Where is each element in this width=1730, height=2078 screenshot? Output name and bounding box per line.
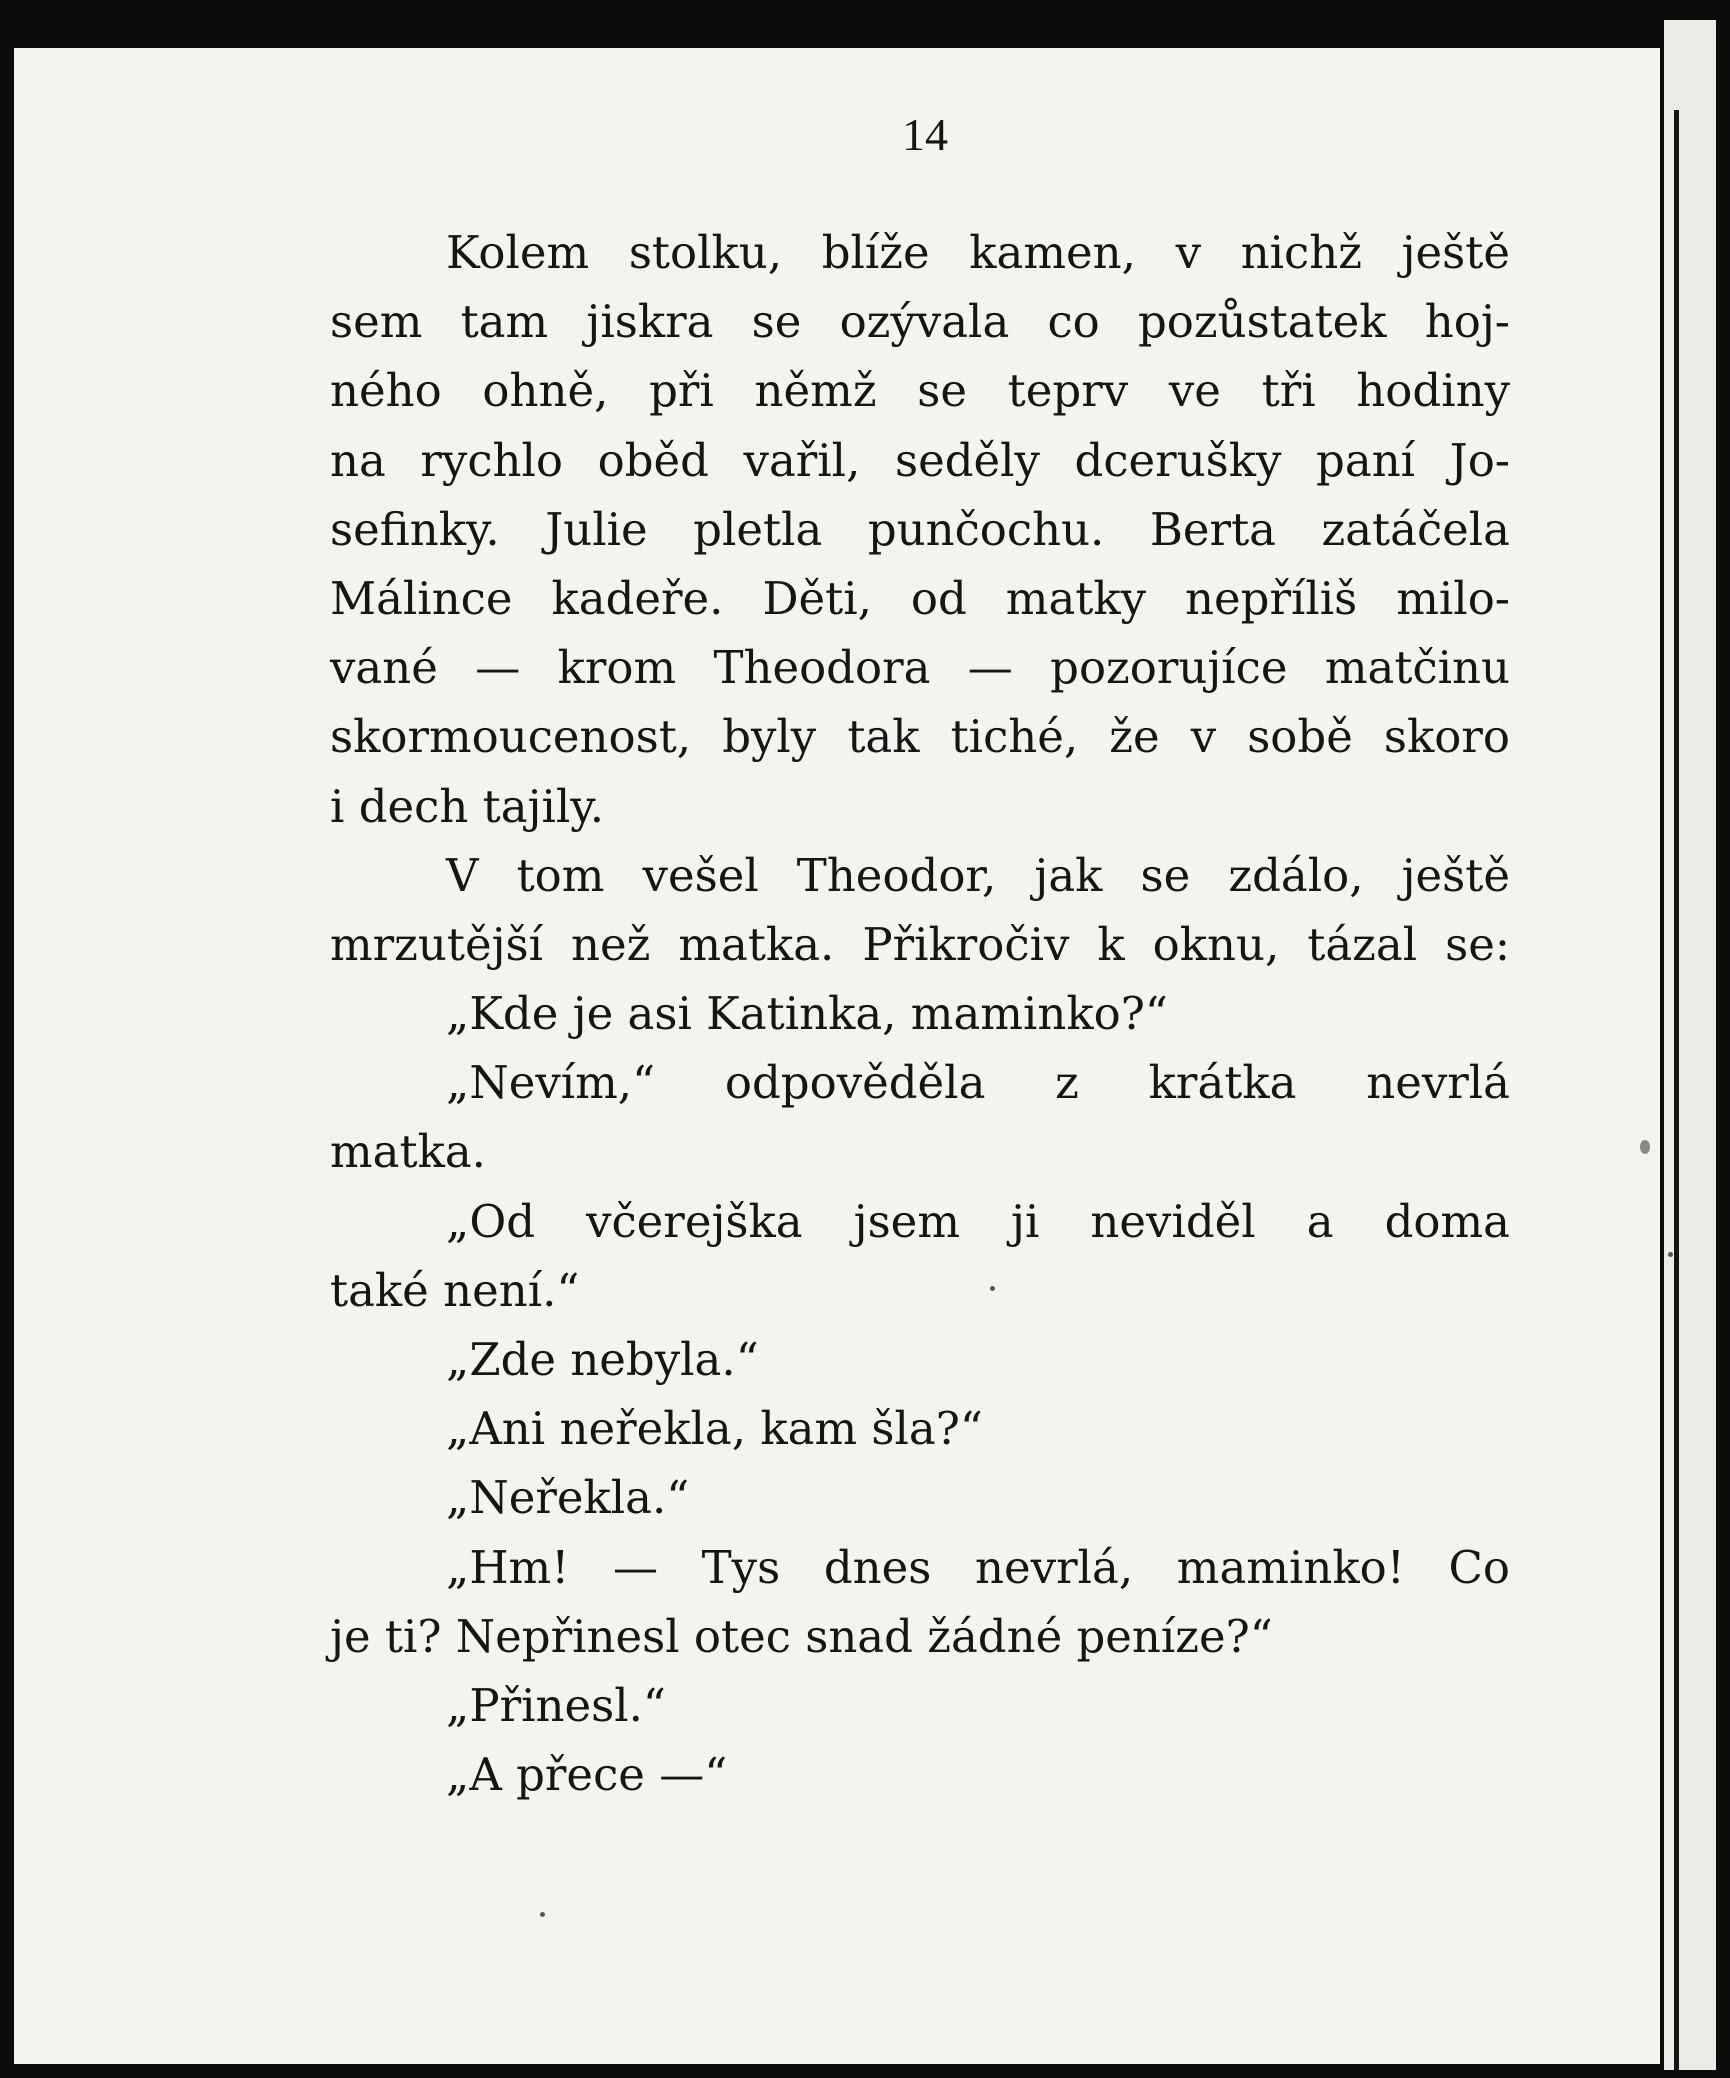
text-line: „Ani neřekla, kam šla?“ bbox=[446, 1402, 983, 1456]
page-number: 14 bbox=[902, 109, 948, 160]
text-line: matka. bbox=[330, 1125, 486, 1179]
text-line: sem tam jiskra se ozývala co pozůstatek hoj- bbox=[330, 295, 1510, 349]
text-line: skormoucenost, byly tak tiché, že v sobě skoro bbox=[330, 710, 1510, 764]
text-line: „Nevím,“ odpověděla z krátka nevrlá bbox=[446, 1056, 1510, 1110]
dust-speck bbox=[1640, 1140, 1650, 1154]
text-line: mrzutější než matka. Přikročiv k oknu, tázal se: bbox=[330, 917, 1510, 971]
text-line: „Hm! — Tys dnes nevrlá, maminko! Co bbox=[446, 1540, 1510, 1594]
text-line: také není.“ bbox=[330, 1263, 580, 1317]
text-line: vané — krom Theodora — pozorujíce matčinu bbox=[330, 641, 1510, 695]
text-line: je ti? Nepřinesl otec snad žádné peníze?“ bbox=[330, 1609, 1273, 1663]
text-line: „Neřekla.“ bbox=[446, 1471, 690, 1525]
text-line: na rychlo oběd vařil, seděly dcerušky paní Jo- bbox=[330, 433, 1510, 487]
body-text bbox=[330, 218, 1510, 1809]
text-line: sefinky. Julie pletla punčochu. Berta zatáčela bbox=[330, 502, 1510, 556]
dust-speck bbox=[1668, 1252, 1673, 1257]
text-line: „Přinesl.“ bbox=[446, 1678, 666, 1732]
text-line: „A přece —“ bbox=[446, 1748, 728, 1802]
text-line: Kolem stolku, blíže kamen, v nichž ještě bbox=[446, 226, 1510, 279]
book-spine-edge bbox=[1664, 20, 1716, 2070]
text-line: „Zde nebyla.“ bbox=[446, 1333, 759, 1386]
text-line: V tom vešel Theodor, jak se zdálo, ještě bbox=[446, 848, 1510, 902]
text-line: „Kde je asi Katinka, maminko?“ bbox=[446, 987, 1168, 1041]
dust-speck bbox=[540, 1912, 545, 1917]
text-line: Málince kadeře. Děti, od matky nepříliš milo- bbox=[330, 571, 1510, 625]
dust-speck bbox=[990, 1286, 995, 1291]
text-line: i dech tajily. bbox=[330, 779, 605, 833]
text-line: „Od včerejška jsem ji neviděl a doma bbox=[446, 1194, 1510, 1248]
book-spine-shadow bbox=[1674, 110, 1679, 2070]
text-line: ného ohně, při němž se teprv ve tři hodiny bbox=[330, 364, 1510, 418]
